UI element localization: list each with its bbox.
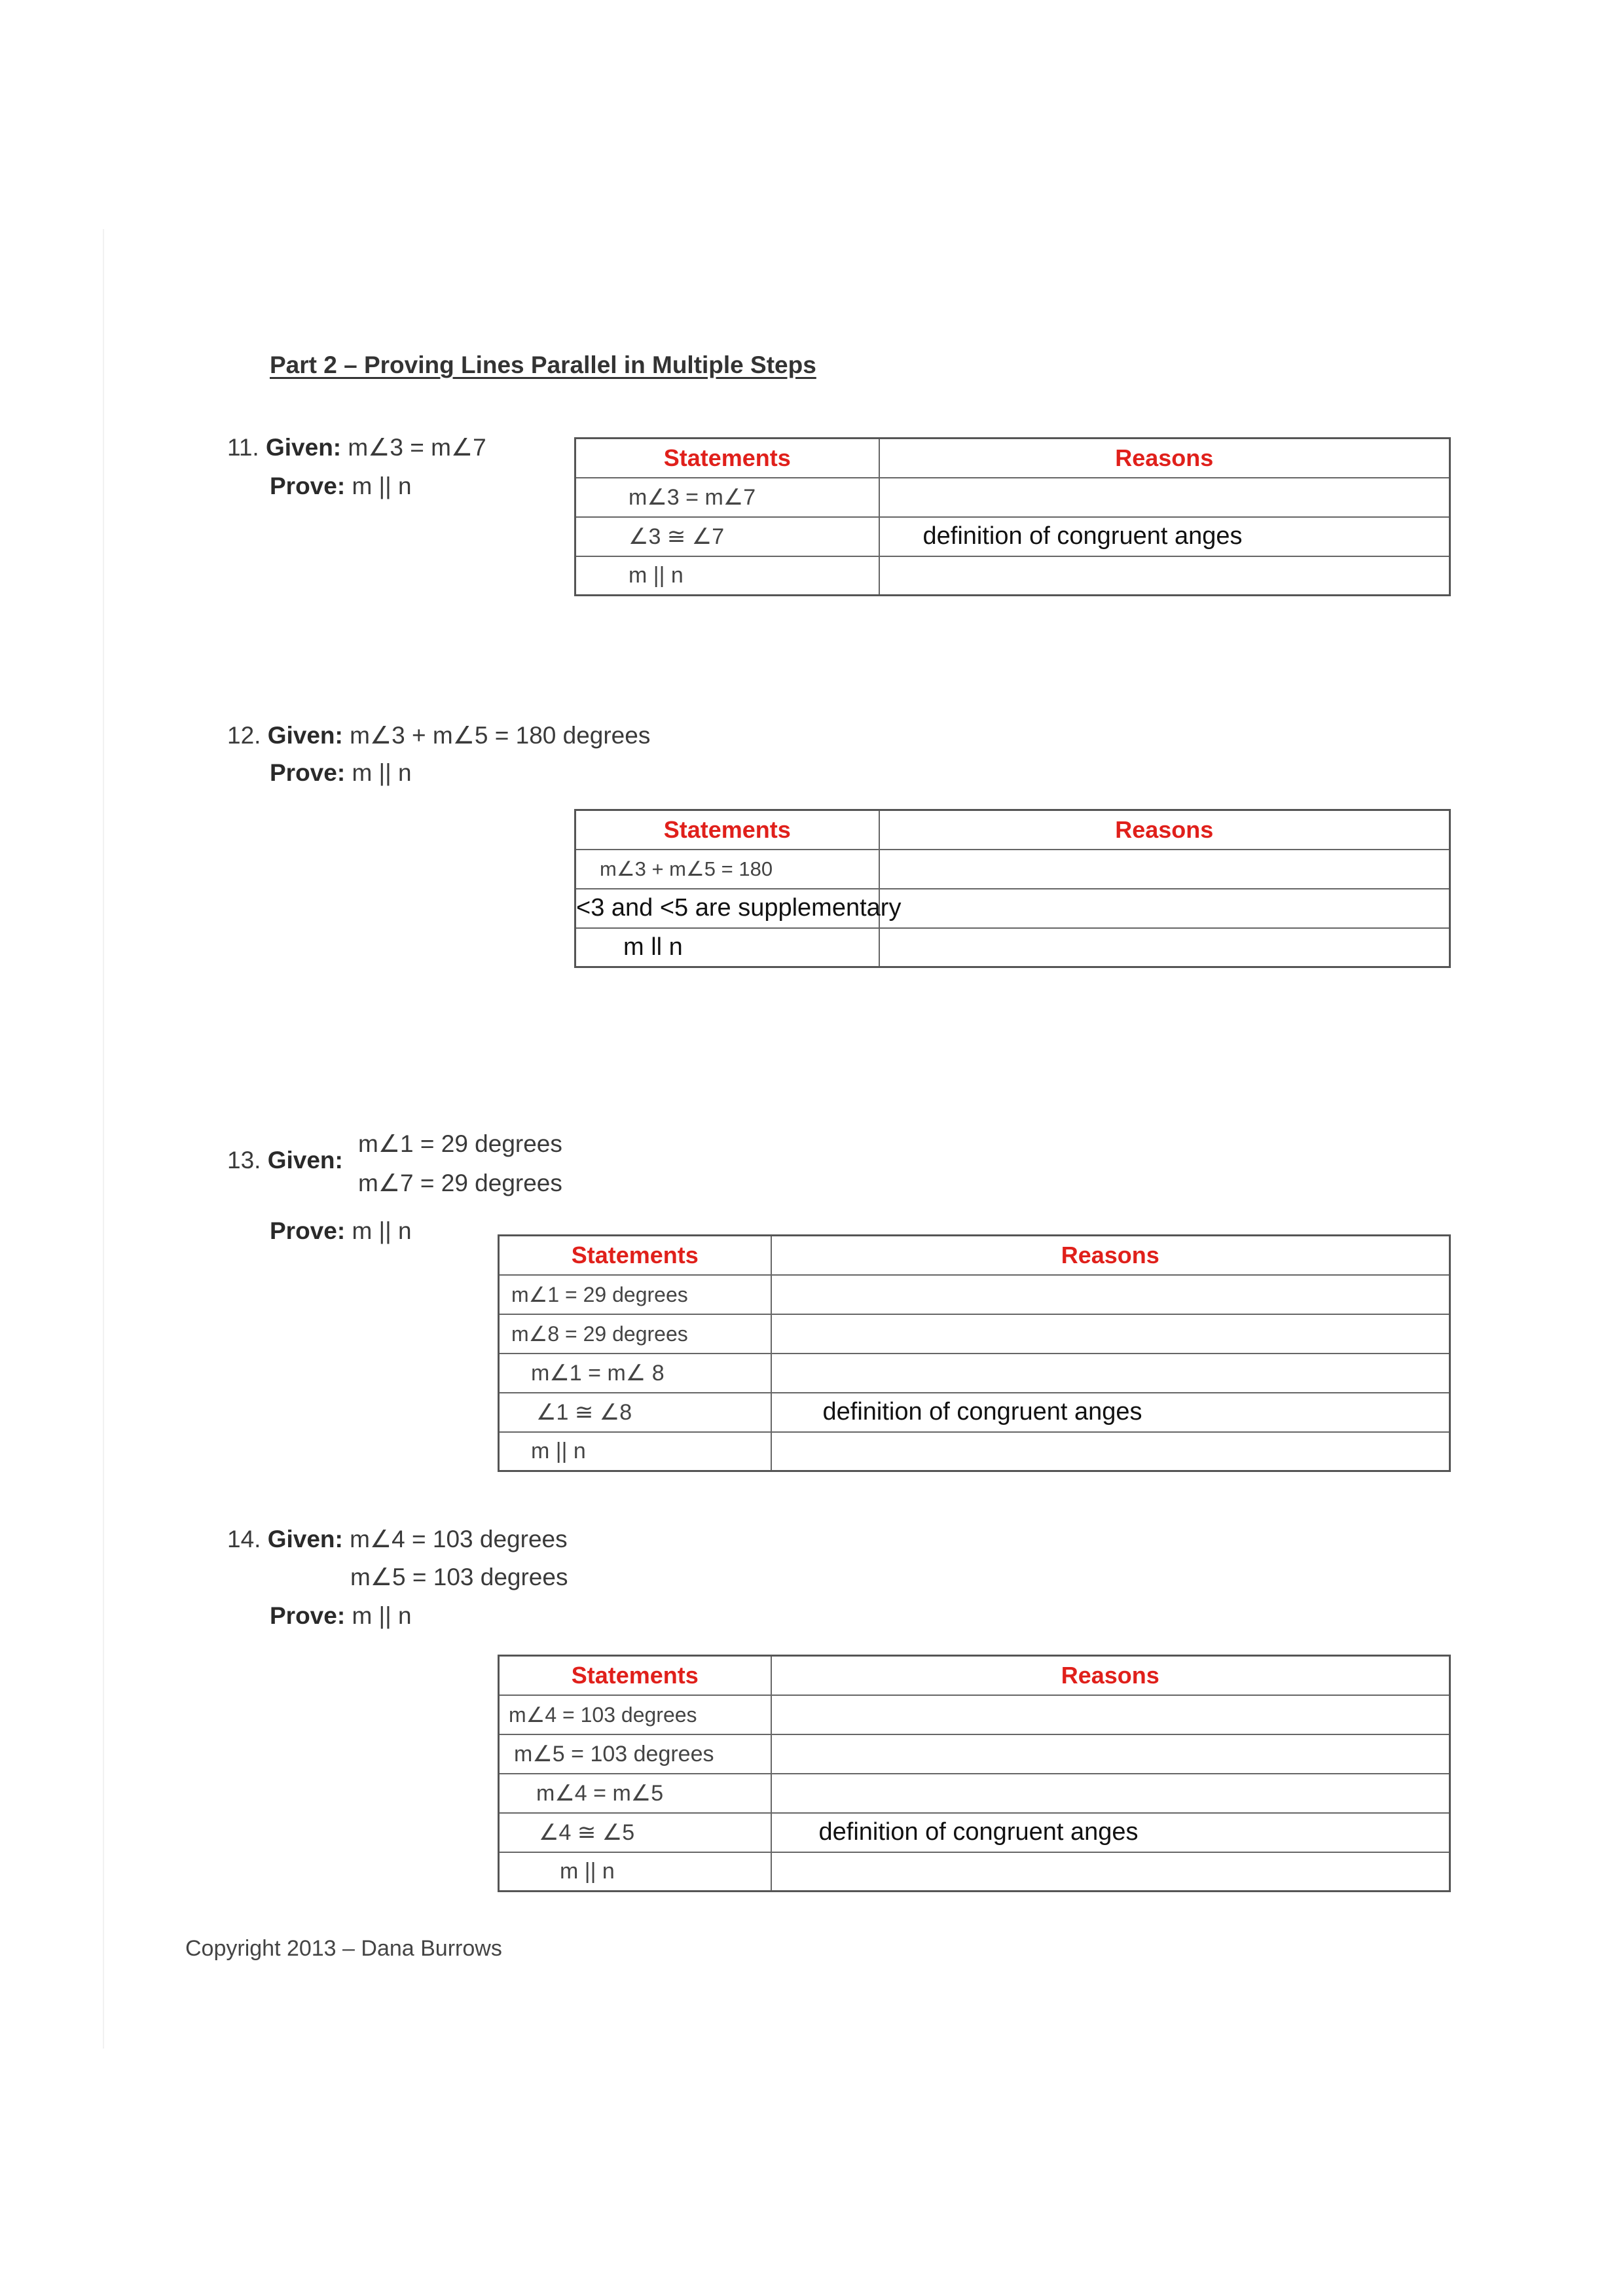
problem-13-given-1: m∠1 = 29 degrees: [358, 1130, 562, 1157]
table-row: [499, 1852, 1450, 1892]
statements-header: Statements: [575, 810, 879, 850]
table-row: [499, 1695, 1450, 1734]
section-title: Part 2 – Proving Lines Parallel in Multiple Steps: [270, 351, 816, 378]
reason-cell: [771, 1852, 1450, 1892]
page-margin-line: [103, 229, 104, 2049]
problem-14-given-2: m∠5 = 103 degrees: [350, 1564, 568, 1590]
reason-cell: [771, 1275, 1450, 1314]
statement-cell: <3 and <5 are supplementary: [575, 889, 879, 928]
statement-cell: ∠3 ≅ ∠7: [575, 517, 879, 556]
table-row: [499, 1314, 1450, 1354]
table-row: [499, 1393, 1450, 1432]
reason-cell: definition of congruent anges: [879, 517, 1450, 556]
statement-cell: m∠3 = m∠7: [575, 478, 879, 517]
reasons-header: Reasons: [879, 810, 1450, 850]
statement-cell: m∠1 = 29 degrees: [499, 1275, 771, 1314]
reason-cell: [771, 1774, 1450, 1813]
problem-14-given: 14. Given: m∠4 = 103 degrees: [227, 1526, 568, 1552]
reason-cell: [879, 928, 1450, 967]
statement-cell: m∠8 = 29 degrees: [499, 1314, 771, 1354]
table-row: [575, 556, 1450, 596]
reason-cell: [771, 1432, 1450, 1471]
proof-table-13: [498, 1234, 1451, 1472]
table-row: [499, 1774, 1450, 1813]
problem-14-prove: Prove: m || n: [270, 1602, 412, 1629]
copyright: Copyright 2013 – Dana Burrows: [185, 1936, 502, 1961]
statement-cell: m∠4 = 103 degrees: [499, 1695, 771, 1734]
table-row: [575, 889, 1450, 928]
problem-12-given: 12. Given: m∠3 + m∠5 = 180 degrees: [227, 722, 651, 749]
problem-12-prove: Prove: m || n: [270, 759, 412, 786]
proof-table-12: [574, 809, 1451, 968]
reason-cell: [771, 1695, 1450, 1734]
statement-cell: m∠4 = m∠5: [499, 1774, 771, 1813]
table-row: [499, 1275, 1450, 1314]
reason-cell: [771, 1354, 1450, 1393]
table-row: [499, 1734, 1450, 1774]
problem-13-label: 13. Given:: [227, 1147, 343, 1174]
reasons-header: Reasons: [771, 1656, 1450, 1695]
table-row: [499, 1432, 1450, 1471]
statement-cell: m || n: [499, 1852, 771, 1892]
table-row: [575, 850, 1450, 889]
statements-header: Statements: [575, 439, 879, 478]
reason-cell: [771, 1734, 1450, 1774]
reason-cell: [879, 889, 1450, 928]
statement-cell: m || n: [499, 1432, 771, 1471]
statement-cell: m ll n: [575, 928, 879, 967]
statements-header: Statements: [499, 1236, 771, 1275]
statement-cell: ∠4 ≅ ∠5: [499, 1813, 771, 1852]
problem-11-given: 11. Given: m∠3 = m∠7: [227, 434, 486, 461]
reasons-header: Reasons: [879, 439, 1450, 478]
problem-11-prove: Prove: m || n: [270, 473, 412, 499]
table-row: [575, 517, 1450, 556]
statement-cell: m∠3 + m∠5 = 180: [575, 850, 879, 889]
table-row: [575, 928, 1450, 967]
statements-header: Statements: [499, 1656, 771, 1695]
reason-cell: [879, 478, 1450, 517]
statement-cell: m || n: [575, 556, 879, 596]
reason-cell: [879, 850, 1450, 889]
proof-table-14: [498, 1655, 1451, 1892]
table-row: [499, 1354, 1450, 1393]
statement-cell: ∠1 ≅ ∠8: [499, 1393, 771, 1432]
problem-13-prove: Prove: m || n: [270, 1217, 412, 1244]
table-row: [575, 478, 1450, 517]
table-row: [499, 1813, 1450, 1852]
reason-cell: [879, 556, 1450, 596]
reasons-header: Reasons: [771, 1236, 1450, 1275]
statement-cell: m∠1 = m∠ 8: [499, 1354, 771, 1393]
statement-cell: m∠5 = 103 degrees: [499, 1734, 771, 1774]
problem-13-given-2: m∠7 = 29 degrees: [358, 1170, 562, 1196]
reason-cell: [771, 1314, 1450, 1354]
reason-cell: definition of congruent anges: [771, 1813, 1450, 1852]
reason-cell: definition of congruent anges: [771, 1393, 1450, 1432]
proof-table-11: [574, 437, 1451, 596]
